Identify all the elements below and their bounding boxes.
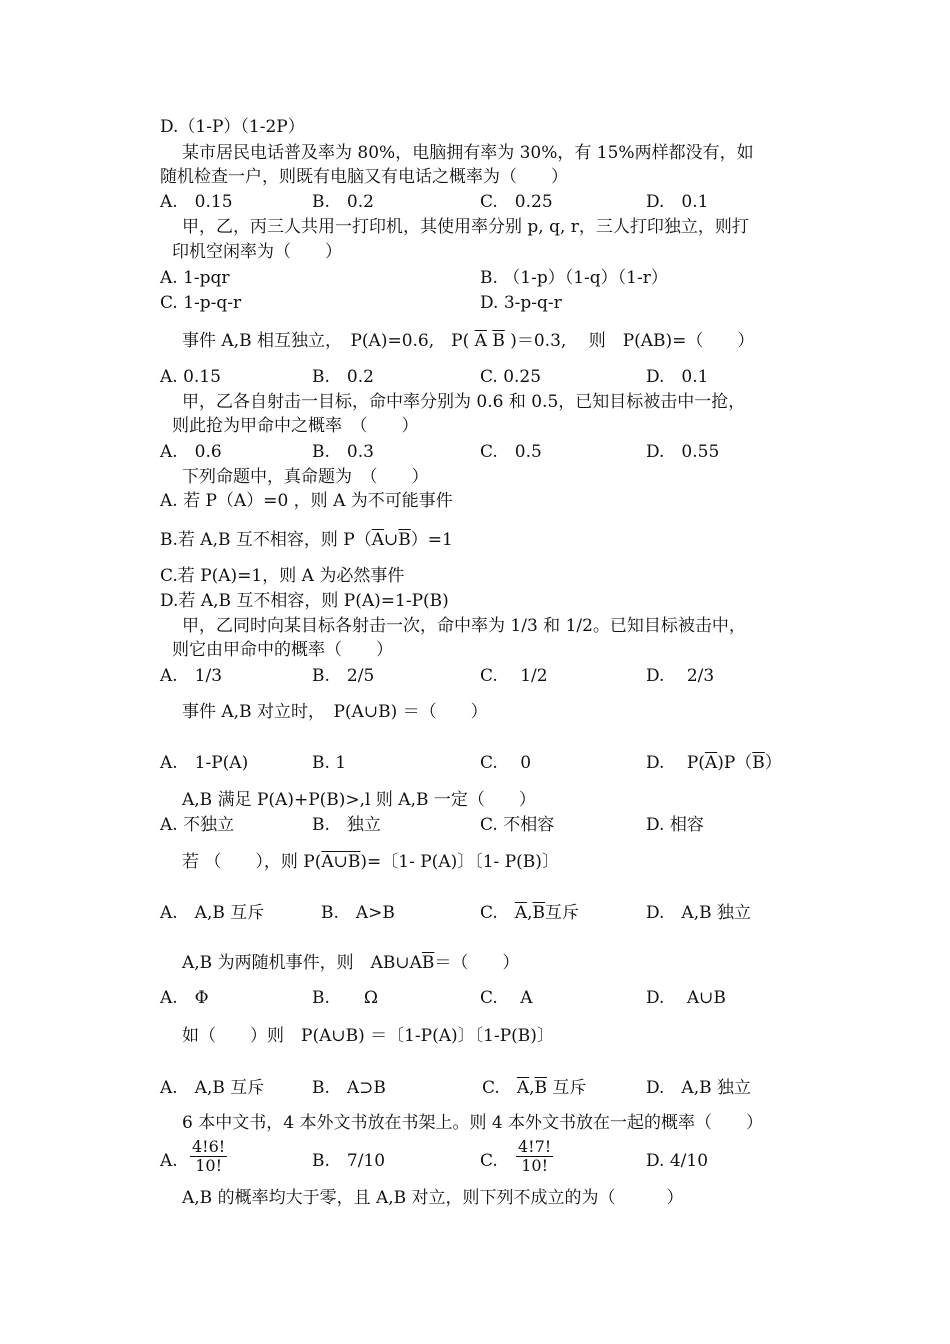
q1-option-b: B. 0.2 — [312, 192, 374, 212]
q2-text-2: 印机空闲率为（ ） — [172, 242, 342, 262]
q12-option-c-fraction — [516, 1138, 553, 1175]
q4-text-1: 甲，乙各自射击一目标，命中率分别为 0.6 和 0.5，已知目标被击中一抢， — [182, 392, 746, 412]
q3-text-start: 事件 A,B 相互独立， P(A)=0.6, P( — [182, 331, 470, 351]
q12-option-d: D. 4/10 — [646, 1151, 709, 1171]
q5-union-symbol: ∪ — [384, 530, 399, 550]
q9-complement-union: A∪B — [321, 852, 361, 872]
q8-text: A,B 满足 P(A)+P(B)>,l 则 A,B 一定（ ） — [182, 790, 536, 810]
q3-complement-a: $\overline{A}$ — [474, 331, 487, 351]
option-d-prev: D.（1-P）（1-2P） — [160, 117, 305, 137]
q12-option-c-denominator: 10! — [521, 1156, 548, 1175]
q9-option-c-start: C. — [480, 903, 515, 923]
q3-option-b: B. 0.2 — [312, 367, 374, 387]
q7-complement-b: $\overline{B}$ — [752, 753, 765, 773]
q9-complement-a: $\overline{A}$ — [514, 903, 528, 923]
q5-option-b-end: ）=1 — [410, 530, 453, 550]
q9-comma: , — [527, 903, 533, 923]
q11-comma: , — [529, 1078, 535, 1098]
q9-option-d: D. A,B 独立 — [646, 903, 752, 923]
q9-option-c — [480, 902, 579, 924]
q3-complement-b: $\overline{B}$ — [492, 331, 505, 351]
q5-complement-b: $\overline{B}$ — [398, 530, 411, 550]
q3-option-c: C. 0.25 — [480, 367, 542, 387]
q3-option-d: D. 0.1 — [646, 367, 709, 387]
q12-option-b: B. 7/10 — [312, 1151, 386, 1171]
q5-option-b — [160, 529, 453, 551]
q7-complement-a: $\overline{A}$ — [704, 753, 718, 773]
q11-option-a: A. A,B 互斥 — [160, 1078, 265, 1098]
q6-option-a: A. 1/3 — [160, 666, 223, 686]
q7-option-d-start: D. P( — [646, 753, 705, 773]
q9-complement-b: $\overline{B}$ — [532, 903, 545, 923]
q1-text-2: 随机检查一户，则既有电脑又有电话之概率为（ ） — [160, 167, 568, 187]
q5-option-b-start: B.若 A,B 互不相容，则 P（ — [160, 530, 372, 550]
q9-text — [182, 851, 559, 873]
q1-option-d: D. 0.1 — [646, 192, 709, 212]
q8-option-d: D. 相容 — [646, 815, 704, 835]
q5-option-d: D.若 A,B 互不相容，则 P(A)=1-P(B) — [160, 591, 449, 611]
q9-option-a: A. A,B 互斥 — [160, 903, 265, 923]
q10-option-b: B. Ω — [312, 988, 378, 1008]
q2-text-1: 甲，乙，丙三人共用一打印机，其使用率分别 p, q, r，三人打印独立，则打 — [182, 217, 749, 237]
q7-option-d-mid: )P（ — [717, 753, 753, 773]
q9-option-b: B. A>B — [321, 903, 395, 923]
q4-option-a: A. 0.6 — [160, 442, 222, 462]
q12-option-c-label: C. — [480, 1151, 498, 1171]
q10-option-c: C. A — [480, 988, 533, 1008]
q3-text-end: )＝0.3, 则 P(AB)=（ ） — [510, 331, 755, 351]
q8-option-a: A. 不独立 — [160, 815, 235, 835]
q11-option-c — [482, 1077, 586, 1099]
q13-text: A,B 的概率均大于零，且 A,B 对立，则下列不成立的为（ ） — [182, 1188, 684, 1208]
q11-option-c-start: C. — [482, 1078, 517, 1098]
q9-text-end: )=〔1- P(A)〕〔1- P(B)〕 — [360, 852, 559, 872]
q12-text: 6 本中文书，4 本外文书放在书架上。则 4 本外文书放在一起的概率（ ） — [182, 1113, 764, 1133]
q7-option-d — [646, 752, 782, 774]
q8-option-b: B. 独立 — [312, 815, 381, 835]
q5-option-c: C.若 P(A)=1，则 A 为必然事件 — [160, 566, 405, 586]
q12-option-a-fraction — [190, 1138, 227, 1175]
q2-option-a: A. 1-pqr — [160, 268, 230, 288]
q12-option-a-denominator: 10! — [195, 1156, 222, 1175]
q10-option-d: D. A∪B — [646, 988, 726, 1008]
q5-complement-a: $\overline{A}$ — [371, 530, 385, 550]
q5-text: 下列命题中，真命题为 （ ） — [182, 467, 429, 487]
q4-option-b: B. 0.3 — [312, 442, 374, 462]
q2-option-b: B. （1-p）（1-q）（1-r） — [480, 268, 668, 288]
q11-complement-a: $\overline{A}$ — [516, 1078, 530, 1098]
q12-option-a-numerator: 4!6! — [192, 1137, 226, 1156]
q8-option-c: C. 不相容 — [480, 815, 555, 835]
q1-option-c: C. 0.25 — [480, 192, 553, 212]
q10-text-start: A,B 为两随机事件，则 AB∪A — [182, 953, 422, 973]
q4-text-2: 则此抢为甲命中之概率 （ ） — [172, 416, 419, 436]
q6-option-b: B. 2/5 — [312, 666, 375, 686]
q11-option-c-end: 互斥 — [547, 1078, 587, 1098]
q6-text-1: 甲，乙同时向某目标各射击一次，命中率为 1/3 和 1/2。已知目标被击中， — [182, 616, 746, 636]
q7-option-b: B. 1 — [312, 753, 347, 773]
q11-complement-b: $\overline{B}$ — [534, 1078, 547, 1098]
q3-option-a: A. 0.15 — [160, 367, 221, 387]
q10-complement-b: $\overline{B}$ — [421, 953, 435, 973]
q4-option-c: C. 0.5 — [480, 442, 542, 462]
q11-option-d: D. A,B 独立 — [646, 1078, 752, 1098]
q7-option-c: C. 0 — [480, 753, 532, 773]
q10-option-a: A. Φ — [160, 988, 209, 1008]
q12-option-a-label: A. — [160, 1151, 178, 1171]
q7-text: 事件 A,B 对立时， P(A∪B) ＝（ ） — [182, 702, 488, 722]
q1-option-a: A. 0.15 — [160, 192, 233, 212]
q10-text-end: ＝（ ） — [434, 953, 520, 973]
q9-text-start: 若 （ ），则 P( — [182, 852, 322, 872]
q5-option-a: A. 若 P（A）=0 ，则 A 为不可能事件 — [160, 491, 453, 511]
q7-option-a: A. 1-P(A) — [160, 753, 249, 773]
q11-option-b: B. A⊃B — [312, 1078, 386, 1098]
q2-option-c: C. 1-p-q-r — [160, 293, 242, 313]
q10-text — [182, 952, 519, 974]
q12-option-c-numerator: 4!7! — [518, 1137, 552, 1156]
q6-text-2: 则它由甲命中的概率（ ） — [172, 640, 393, 660]
q9-option-c-end: 互斥 — [545, 903, 579, 923]
q7-option-d-end: ） — [764, 753, 782, 773]
q4-option-d: D. 0.55 — [646, 442, 720, 462]
q3-text — [182, 330, 754, 352]
q6-option-d: D. 2/3 — [646, 666, 715, 686]
q6-option-c: C. 1/2 — [480, 666, 548, 686]
q1-text-1: 某市居民电话普及率为 80%，电脑拥有率为 30%，有 15%两样都没有，如 — [182, 143, 754, 163]
q2-option-d: D. 3-p-q-r — [480, 293, 562, 313]
q11-text: 如（ ）则 P(A∪B) ＝〔1-P(A)〕〔1-P(B)〕 — [182, 1026, 554, 1046]
